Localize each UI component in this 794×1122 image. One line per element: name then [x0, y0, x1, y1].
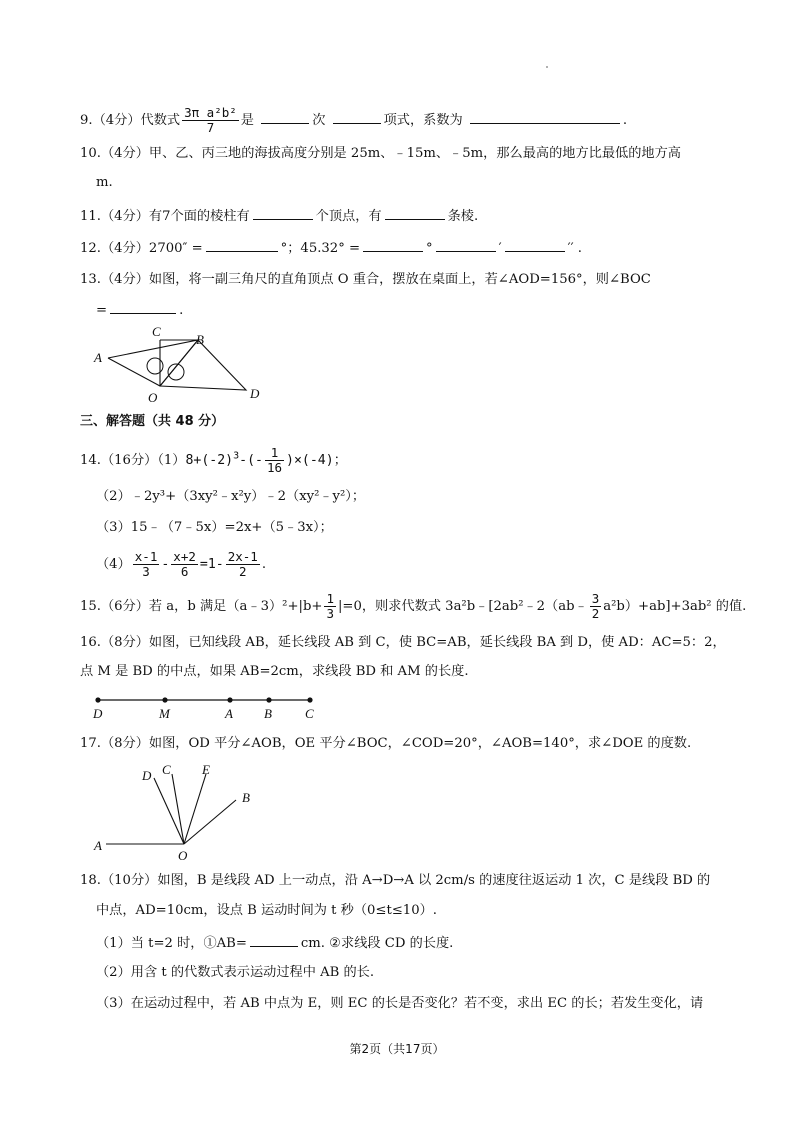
question-18-part-1: [96, 932, 453, 954]
q14-p4-f3-den: 2: [238, 564, 247, 579]
q13-end: .: [179, 303, 184, 318]
label-b: B: [196, 332, 204, 347]
label-d: D: [142, 768, 152, 783]
angle-arc-1: [147, 358, 163, 374]
question-11: [80, 205, 478, 227]
q9-blank-1[interactable]: [261, 109, 309, 124]
point-c: [307, 697, 312, 702]
q11-blank-2[interactable]: [385, 205, 445, 220]
label-a: A: [225, 706, 233, 721]
question-10-line-1: 10.（4分）甲、乙、丙三地的海拔高度分别是 25m、﹣15m、﹣5m，那么最高的地方比最低的地方高: [80, 146, 681, 161]
q14-p4-f2-den: 6: [180, 564, 189, 579]
segment-figure: [88, 690, 328, 722]
point-a: [227, 697, 232, 702]
ray-od: [154, 778, 184, 844]
q15-frac-1-den: 3: [326, 606, 334, 621]
label-d: D: [93, 706, 103, 721]
q18-p1-a: （1）当 t=2 时，①AB=: [96, 936, 247, 951]
question-18-part-2: （2）用含 t 的代数式表示运动过程中 AB 的长.: [96, 965, 375, 980]
question-13-line-2: [96, 299, 183, 321]
question-14-part-2: （2）﹣2y³+（3xy²﹣x²y）﹣2（xy²﹣y²）；: [96, 489, 366, 504]
q14-p4-f3-num: 2x-1: [227, 549, 258, 564]
question-17: 17.（8分）如图，OD 平分∠AOB，OE 平分∠BOC，∠COD=20°，∠AOB=140°，求∠DOE 的度数.: [80, 736, 692, 751]
q9-fraction: [182, 106, 239, 135]
q9-end: .: [622, 113, 628, 128]
angle-figure: [88, 760, 268, 865]
section-title: 三、解答题（共 48 分）: [80, 414, 225, 429]
q14-p4-frac-1: [133, 550, 160, 579]
triangle-ruler-figure: [88, 322, 268, 408]
q14-p4-head: （4）: [96, 557, 131, 572]
q12-text-2: °；45.32° =: [280, 241, 361, 256]
label-c: C: [305, 706, 314, 721]
point-b: [266, 697, 271, 702]
question-16-line-1: 16.（8分）如图，已知线段 AB，延长线段 AB 到 C，使 BC=AB，延长线段 BA 到 D，使 AD：AC=5：2，: [80, 635, 726, 650]
q14-p4-f2-num: x+2: [173, 549, 196, 564]
q15-frac-1-num: 1: [326, 591, 334, 606]
question-14-part-4: [96, 550, 266, 579]
label-c: C: [152, 324, 161, 339]
q14-p1-b: -(-: [239, 453, 263, 468]
label-b: B: [264, 706, 272, 721]
triangle-aoc: [108, 340, 198, 386]
q9-text-2: 次: [312, 113, 326, 128]
q12-text-3: °: [426, 241, 433, 256]
label-d: D: [250, 386, 260, 401]
q9-blank-2[interactable]: [333, 109, 381, 124]
q11-text-1: 11.（4分）有7个面的棱柱有: [80, 209, 250, 224]
q12-text-5: ′′ .: [567, 241, 582, 256]
q11-blank-1[interactable]: [253, 205, 313, 220]
q14-p4-frac-2: [171, 550, 198, 579]
q14-p4-end: .: [261, 557, 267, 572]
ray-ob: [184, 800, 236, 844]
q11-text-2: 个顶点，有: [315, 209, 382, 224]
q9-frac-num: 3π a²b²: [184, 105, 237, 120]
ray-oe: [184, 774, 206, 844]
label-e: E: [202, 762, 210, 777]
point-d: [95, 697, 100, 702]
q14-p1-frac: [265, 446, 284, 475]
question-14-part-3: （3）15﹣（7﹣5x）=2x+（5﹣3x）；: [96, 520, 333, 535]
question-13-line-1: 13.（4分）如图，将一副三角尺的直角顶点 O 重合，摆放在桌面上，若∠AOD=156°，则∠BOC: [80, 272, 651, 287]
q13-eq: =: [96, 303, 108, 318]
q14-p1-frac-den: 16: [266, 460, 283, 475]
q14-p1-c: )×(-4): [286, 453, 334, 468]
q15-frac-2: [590, 592, 602, 621]
q18-blank[interactable]: [250, 932, 298, 947]
question-12: [80, 237, 582, 259]
q12-blank-3[interactable]: [436, 237, 496, 252]
label-o: O: [178, 848, 188, 863]
question-18-line-1: 18.（10分）如图，B 是线段 AD 上一动点，沿 A→D→A 以 2cm/s 的速度往返运动 1 次，C 是线段 BD 的: [80, 873, 711, 888]
q14-p1-end: ；: [333, 453, 347, 468]
point-m: [162, 697, 167, 702]
q14-p4-f1-den: 3: [142, 564, 150, 579]
ray-oc: [172, 774, 184, 844]
question-9: [80, 106, 627, 135]
q14-head: 14.（16分）（1）: [80, 453, 186, 468]
q9-text-3: 项式，系数为: [383, 113, 463, 128]
label-o: O: [148, 390, 158, 405]
q14-p1-a: 8+(-2): [185, 453, 234, 468]
q14-p4-minus: -: [161, 557, 170, 572]
q12-blank-1[interactable]: [206, 237, 278, 252]
question-18-part-3: （3）在运动过程中，若 AB 中点为 E，则 EC 的长是否变化？若不变，求出 EC 的长；若发生变化，请: [96, 996, 704, 1011]
q15-frac-2-num: 3: [591, 591, 600, 606]
scan-dot: [546, 66, 548, 68]
page-footer: 第2页（共17页）: [349, 1042, 445, 1056]
label-m: M: [159, 706, 170, 721]
label-b: B: [242, 790, 250, 805]
q15-text-b: |=0，则求代数式 3a²b﹣[2ab²﹣2（ab﹣: [337, 599, 588, 614]
q14-p4-frac-3: [226, 550, 260, 579]
q15-frac-2-den: 2: [591, 606, 600, 621]
q15-text-a: 15.（6分）若 a，b 满足（a﹣3）²+|b+: [80, 599, 323, 614]
q14-p4-f1-num: x-1: [134, 549, 158, 564]
q9-blank-3[interactable]: [470, 109, 620, 124]
question-16-line-2: 点 M 是 BD 的中点，如果 AB=2cm，求线段 BD 和 AM 的长度.: [80, 664, 469, 679]
q18-p1-b: cm. ②求线段 CD 的长度.: [300, 936, 454, 951]
q9-prefix: 9.（4分）代数式: [80, 113, 181, 128]
q14-p4-eq: =1-: [199, 557, 224, 572]
q15-frac-1: [324, 592, 336, 621]
label-a: A: [94, 350, 102, 365]
q15-text-c: a²b）+ab]+3ab² 的值.: [603, 599, 747, 614]
q14-p1-exp: 3: [233, 450, 240, 462]
q12-blank-4[interactable]: [505, 237, 565, 252]
label-a: A: [94, 838, 102, 853]
question-18-line-2: 中点，AD=10cm，设点 B 运动时间为 t 秒（0≤t≤10）.: [96, 903, 437, 918]
q9-text-1: 是: [240, 113, 254, 128]
question-14-part-1: [80, 446, 347, 475]
q12-blank-2[interactable]: [363, 237, 423, 252]
question-15: [80, 592, 746, 621]
q14-p1-frac-num: 1: [265, 446, 284, 461]
q11-text-3: 条棱.: [447, 209, 479, 224]
q12-text-4: ′: [498, 241, 502, 256]
label-c: C: [162, 762, 171, 777]
q13-blank[interactable]: [110, 299, 176, 314]
question-10-line-2: m.: [96, 175, 113, 190]
q12-text-1: 12.（4分）2700″ =: [80, 241, 203, 256]
q9-frac-den: 7: [206, 120, 215, 135]
